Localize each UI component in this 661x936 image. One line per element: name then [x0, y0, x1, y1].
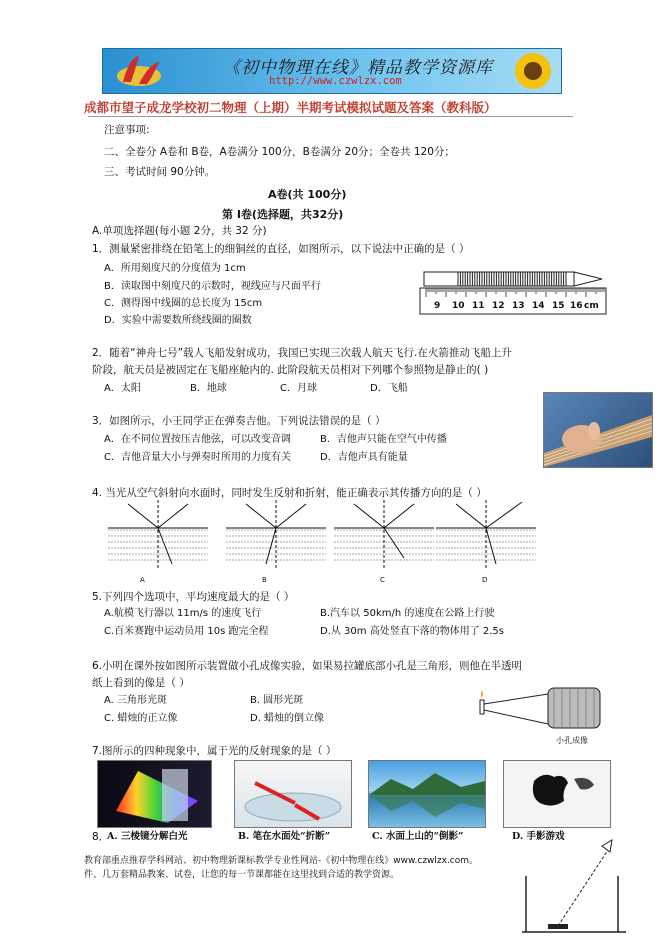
- ruler-label: cm: [584, 301, 599, 311]
- mountain-reflection-photo: [368, 760, 486, 828]
- q6-option-b: B. 圆形光斑: [250, 695, 304, 706]
- footer-line-1: 教育部重点推荐学科网站、初中物理新课标教学专业性网站-《初中物理在线》www.czwlzx.com。: [84, 856, 479, 866]
- q4-label-b: B: [262, 576, 267, 584]
- guitar-photo: [543, 392, 653, 468]
- ruler-label: 11: [472, 301, 485, 311]
- ruler-label: 13: [512, 301, 525, 311]
- q3-option-b: B．吉他声只能在空气中传播: [320, 434, 447, 445]
- single-choice-heading: A.单项选择题(每小题 2分，共 32 分): [92, 225, 267, 237]
- q2-option-c: C．月球: [280, 383, 317, 394]
- banner-url[interactable]: http://www.czwlzx.com: [269, 75, 402, 87]
- q8-mirror-figure: [516, 836, 636, 934]
- q5-option-a: A.航模飞行器以 11m/s 的速度飞行: [104, 608, 262, 619]
- q2-option-d: D．飞船: [370, 383, 408, 394]
- ruler-label: 9: [434, 301, 441, 311]
- footer-line-2: 件、几万套精品教案、试卷，让您的每一节课都能在这里找到合适的教学资源。: [84, 870, 400, 880]
- q3-stem: 3．如图所示，小王同学正在弹奏吉他。下列说法错误的是（ ）: [92, 415, 386, 427]
- q5-stem: 5.下列四个选项中，平均速度最大的是（ ）: [92, 591, 295, 603]
- q1-option-b: B．读取图中刻度尺的示数时，视线应与尺面平行: [104, 281, 321, 292]
- q5-option-c: C.百米赛跑中运动员用 10s 跑完全程: [104, 626, 269, 637]
- q4-label-d: D: [482, 576, 488, 584]
- ruler-label: 12: [492, 301, 505, 311]
- logo-icon: [109, 52, 169, 90]
- q2-stem-line-2: 阶段，航天员是被固定在飞船座舱内的. 此阶段航天员相对下列哪个参照物是静止的( ): [92, 364, 489, 376]
- q5-option-b: B.汽车以 50km/h 的速度在公路上行驶: [320, 608, 495, 619]
- refraction-diagrams: [108, 498, 548, 576]
- notes-line-2: 二、全卷分 A卷和 B卷，A卷满分 100分，B卷满分 20分；全卷共 120分；: [104, 146, 455, 158]
- q5-option-d: D.从 30m 高处竖直下落的物体用了 2.5s: [320, 626, 504, 637]
- q4-stem: 4. 当光从空气斜射向水面时，同时发生反射和折射，能正确表示其传播方向的是（ ）: [92, 487, 487, 499]
- q6-option-a: A. 三角形光斑: [104, 695, 168, 706]
- q2-stem-line-1: 2．随着“神舟七号”载人飞船发射成功，我国已实现三次载人航天飞行.在火箭推动飞船上升: [92, 347, 512, 359]
- q7-caption-b: B. 笔在水面处“折断”: [238, 831, 331, 842]
- document-title: 成都市望子成龙学校初二物理（上期）半期考试模拟试题及答案（教科版）: [84, 100, 497, 115]
- ruler-label: 10: [452, 301, 465, 311]
- ruler-label: 16: [570, 301, 583, 311]
- q2-option-b: B．地球: [190, 383, 227, 394]
- ruler-coil-figure: [418, 266, 610, 316]
- q1-option-c: C．测得图中线圈的总长度为 15cm: [104, 298, 263, 309]
- q6-stem-line-2: 纸上看到的像是（ ）: [92, 677, 190, 689]
- q7-caption-d: D. 手影游戏: [512, 831, 565, 842]
- notes-line-3: 三、考试时间 90分钟。: [104, 166, 216, 178]
- q3-option-c: C．吉他音量大小与弹奏时所用的力度有关: [104, 452, 291, 463]
- q3-option-d: D．吉他声具有能量: [320, 452, 408, 463]
- sunflower-icon: [503, 49, 561, 93]
- q6-stem-line-1: 6.小明在课外按如图所示装置做小孔成像实验，如果易拉罐底部小孔是三角形，则他在半透明: [92, 660, 523, 672]
- header-banner: [102, 48, 562, 94]
- q4-label-c: C: [380, 576, 385, 584]
- q6-option-c: C. 蜡烛的正立像: [104, 713, 178, 724]
- q1-option-a: A．所用刻度尺的分度值为 1cm: [104, 263, 246, 274]
- pencil-in-water-photo: [234, 760, 352, 828]
- q3-option-a: A．在不同位置按压吉他弦，可以改变音调: [104, 434, 291, 445]
- ruler-label: 14: [532, 301, 545, 311]
- q7-caption-a: A. 三棱镜分解白光: [107, 831, 188, 842]
- hand-shadow-photo: [503, 760, 611, 828]
- q7-stem: 7.图所示的四种现象中，属于光的反射现象的是（ ）: [92, 745, 337, 757]
- ruler-label: 15: [552, 301, 565, 311]
- q7-caption-c: C. 水面上山的“倒影”: [372, 831, 464, 842]
- pinhole-caption: 小孔成像: [556, 736, 588, 745]
- pinhole-camera-figure: [478, 680, 608, 736]
- q2-option-a: A．太阳: [104, 383, 141, 394]
- q4-label-a: A: [140, 576, 145, 584]
- title-divider: [88, 116, 573, 117]
- q6-option-d: D. 蜡烛的倒立像: [250, 713, 325, 724]
- part-1-heading: 第 I卷(选择题，共32分): [222, 208, 344, 221]
- banner-title: 《初中物理在线》精品教学资源库: [223, 58, 493, 78]
- q8-prefix: 8．: [92, 831, 110, 843]
- section-a-heading: A卷(共 100分): [268, 188, 347, 201]
- prism-photo: [97, 760, 212, 828]
- q1-stem: 1．测量紧密排绕在铅笔上的细铜丝的直径，如图所示，以下说法中正确的是（ ）: [92, 243, 470, 255]
- notes-heading: 注意事项:: [104, 124, 150, 136]
- q1-option-d: D．实验中需要数所绕线圈的圈数: [104, 315, 252, 326]
